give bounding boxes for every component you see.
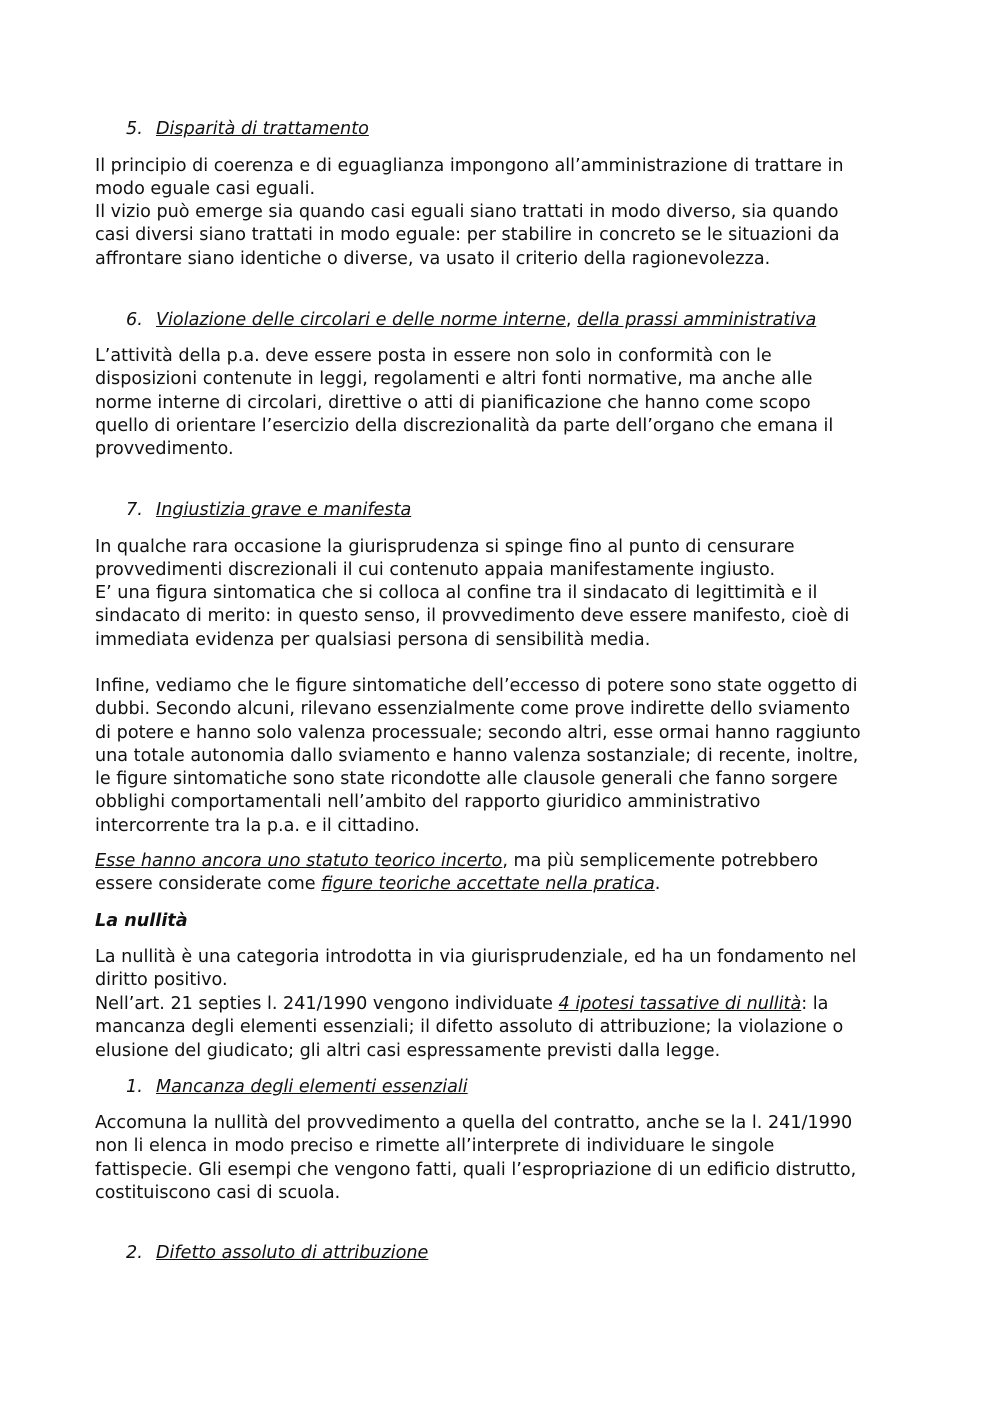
list-number: 7. <box>126 500 143 520</box>
heading-separator: , <box>565 310 578 330</box>
heading-part-a: Violazione delle circolari e delle norme interne <box>156 310 566 330</box>
text-line: Accomuna la nullità del provvedimento a quella del contratto, anche se la l. 241/1990 <box>95 1113 853 1133</box>
text-line: affrontare siano identiche o diverse, va usato il criterio della ragionevolezza. <box>95 248 771 269</box>
paragraph-statuto <box>95 850 915 897</box>
text-line: fattispecie. Gli esempi che vengono fatti, quali l’espropriazione di un edificio distrutto, <box>95 1159 857 1180</box>
paragraph-vizio <box>95 201 915 271</box>
heading-text <box>156 309 816 332</box>
text-line <box>95 873 915 896</box>
text-line: In qualche rara occasione la giurisprudenza si spinge fino al punto di censurare <box>95 537 795 557</box>
list-number: 2. <box>126 1243 143 1263</box>
paragraph-ipotesi <box>95 993 915 1063</box>
text-line: diritto positivo. <box>95 970 228 991</box>
text-line <box>95 850 915 873</box>
plain-text: essere considerate come <box>95 874 322 895</box>
plain-text: Nell’art. 21 septies l. 241/1990 vengono individuate <box>95 994 559 1014</box>
text-line: non li elenca in modo preciso e rimette all’interprete di individuare le singole <box>95 1136 775 1157</box>
text-line: le figure sintomatiche sono state ricondotte alle clausole generali che fanno sorgere <box>95 769 838 790</box>
paragraph-figura-sintomatica <box>95 582 915 652</box>
text-line: E’ una figura sintomatica che si colloca al confine tra il sindacato di legittimità e il <box>95 583 818 603</box>
text-line: obblighi comportamentali nell’ambito del rapporto giuridico amministrativo <box>95 792 761 813</box>
text-line: immediata evidenza per qualsiasi persona di sensibilità media. <box>95 629 651 650</box>
emphasis-text: figure teoriche accettate nella pratica <box>321 874 655 895</box>
paragraph-coerenza <box>95 155 915 202</box>
text-line: disposizioni contenute in leggi, regolamenti e altri fonti normative, ma anche alle <box>95 369 813 390</box>
text-line: modo eguale casi eguali. <box>95 179 316 200</box>
emphasis-text: Esse hanno ancora uno statuto teorico incerto <box>95 851 503 871</box>
text-line: casi diversi siano trattati in modo eguale: per stabilire in concreto se le situazioni da <box>95 225 840 246</box>
text-line: di potere e hanno solo valenza processuale; secondo altri, esse ormai hanno raggiunto <box>95 722 861 743</box>
text-line: provvedimento. <box>95 439 234 460</box>
plain-text: , ma più semplicemente potrebbero <box>502 851 819 871</box>
list-number: 5. <box>126 119 143 139</box>
heading-part-b: della prassi amministrativa <box>577 310 817 330</box>
paragraph-accomuna <box>95 1112 915 1205</box>
emphasis-text: 4 ipotesi tassative di nullità <box>558 994 802 1014</box>
text-line: elusione del giudicato; gli altri casi espressamente previsti dalla legge. <box>95 1040 721 1061</box>
text-line: Infine, vediamo che le figure sintomatiche dell’eccesso di potere sono state oggetto di <box>95 676 858 696</box>
paragraph-attivita <box>95 345 915 461</box>
paragraph-giurisprudenza <box>95 536 915 583</box>
text-line: una totale autonomia dallo sviamento e hanno valenza sostanziale; di recente, inoltre, <box>95 745 859 766</box>
text-line: Il vizio può emerge sia quando casi eguali siano trattati in modo diverso, sia quando <box>95 202 839 222</box>
plain-text: : la <box>801 994 829 1014</box>
text-line: Il principio di coerenza e di eguaglianza impongono all’amministrazione di trattare in <box>95 156 844 176</box>
heading-text: Mancanza degli elementi essenziali <box>156 1077 468 1097</box>
text-line: La nullità è una categoria introdotta in via giurisprudenziale, ed ha un fondamento nel <box>95 947 857 967</box>
text-line: L’attività della p.a. deve essere posta in essere non solo in conformità con le <box>95 346 772 366</box>
heading-text: Disparità di trattamento <box>156 119 369 139</box>
paragraph-figure-sintomatiche <box>95 675 915 838</box>
text-line: mancanza degli elementi essenziali; il difetto assoluto di attribuzione; la violazione o <box>95 1017 844 1038</box>
heading-text: Difetto assoluto di attribuzione <box>156 1243 429 1263</box>
list-number: 6. <box>126 310 143 330</box>
list-number: 1. <box>126 1077 143 1097</box>
text-line: intercorrente tra la p.a. e il cittadino. <box>95 815 420 836</box>
text-line: sindacato di merito: in questo senso, il provvedimento deve essere manifesto, cioè di <box>95 606 850 627</box>
text-line: quello di orientare l’esercizio della discrezionalità da parte dell’organo che emana il <box>95 415 834 436</box>
section-title: La nullità <box>95 911 188 931</box>
heading-text: Ingiustizia grave e manifesta <box>156 500 412 520</box>
text-line: dubbi. Secondo alcuni, rilevano essenzialmente come prove indirette dello sviamento <box>95 699 851 720</box>
text-line: norme interne di circolari, direttive o atti di pianificazione che hanno come scopo <box>95 392 811 413</box>
paragraph-nullita <box>95 946 915 993</box>
text-line: provvedimenti discrezionali il cui contenuto appaia manifestamente ingiusto. <box>95 560 776 581</box>
plain-text: . <box>654 874 661 895</box>
text-line: costituiscono casi di scuola. <box>95 1182 341 1203</box>
text-line <box>95 993 915 1016</box>
